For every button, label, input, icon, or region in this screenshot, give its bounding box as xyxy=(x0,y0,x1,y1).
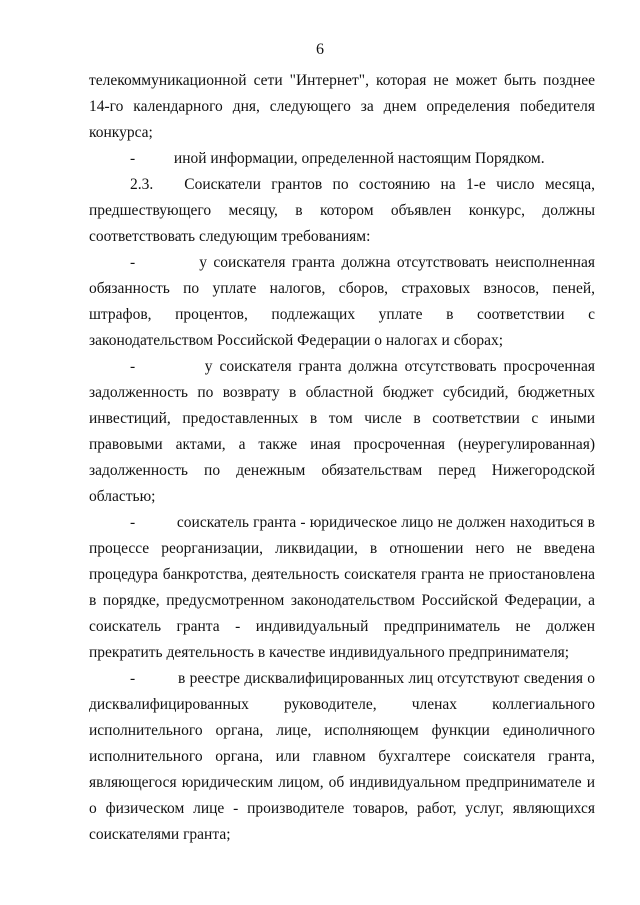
paragraph-other-info: - иной информации, определенной настоящим Порядком. xyxy=(130,150,545,167)
paragraph-no-tax-debt: - у соискателя гранта должна отсутствовать неисполненная обязанность по уплате налогов, сборов, страховых взносов, пеней, штрафов, процентов, подлежащих уплате в соответствии с законодательством Российской Федерации о налогах и сборах; xyxy=(89,254,599,349)
document-body xyxy=(89,68,599,848)
paragraph-2-3-requirements: 2.3. Соискатели грантов по состоянию на 1-е число месяца, предшествующего месяцу, в котором объявлен конкурс, должны соответствовать следующим требованиям: xyxy=(89,176,599,245)
paragraph-no-reorganization: - соискатель гранта - юридическое лицо не должен находиться в процессе реорганизации, ликвидации, в отношении него не введена процедура банкротства, деятельность соискателя гранта не приостановлена в порядке, предусмотренном законодательством Российской Федерации, а соискатель гранта - индивидуальный предприниматель не должен прекратить деятельность в качестве индивидуального предпринимателя; xyxy=(89,514,599,661)
page-number: 6 xyxy=(316,41,324,58)
paragraph-no-disqualified: - в реестре дисквалифицированных лиц отсутствуют сведения о дисквалифицированных руководителе, членах коллегиального исполнительного органа, лице, исполняющем функции единоличного исполнительного органа, или главном бухгалтере соискателя гранта, являющегося юридическим лицом, об индивидуальном предпринимателе и о физическом лице - производителе товаров, работ, услуг, являющихся соискателями гранта; xyxy=(89,670,599,843)
paragraph-no-overdue-debt: - у соискателя гранта должна отсутствовать просроченная задолженность по возврату в областной бюджет субсидий, бюджетных инвестиций, предоставленных в том числе в соответствии с иными правовыми актами, а также иная просроченная (неурегулированная) задолженность по денежным обязательствам перед Нижегородской областью; xyxy=(89,358,599,505)
paragraph-continuation: телекоммуникационной сети "Интернет", которая не может быть позднее 14-го календарного дня, следующего за днем определения победителя конкурса; xyxy=(89,72,595,141)
